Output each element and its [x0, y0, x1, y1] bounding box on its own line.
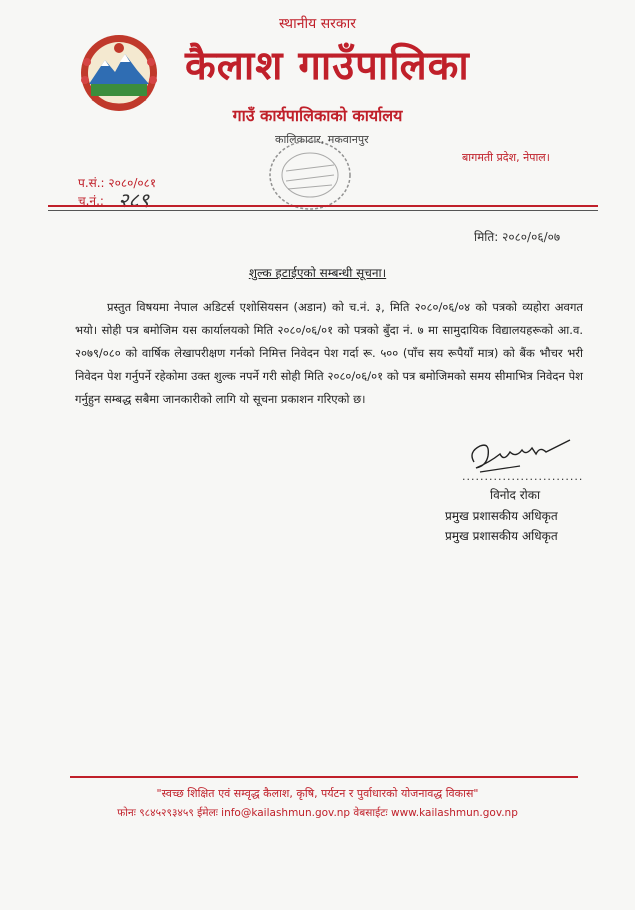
- signer-title: प्रमुख प्रशासकीय अधिकृत: [445, 509, 558, 523]
- signature-line: ...........................: [462, 470, 584, 483]
- footer-contact: फोनः ९८४५२९३४५९ ईमेलः info@kailashmun.gov.np वेबसाईटः www.kailashmun.gov.np: [117, 807, 518, 819]
- letter-date: मिति: २०८०/०६/०७: [474, 230, 561, 244]
- signer-title-handwritten: प्रमुख प्रशासकीय अधिकृत: [445, 529, 558, 543]
- header-divider: [48, 205, 598, 207]
- office-address: कालिकाटार, मकवानपुर: [275, 133, 369, 146]
- footer-divider: [70, 776, 578, 778]
- office-name: गाउँ कार्यपालिकाको कार्यालय: [232, 106, 403, 125]
- footer-slogan: "स्वच्छ शिक्षित एवं सम्वृद्ध कैलाश, कृषि, पर्यटन र पुर्वाधारको योजनावद्ध विकास": [156, 787, 479, 800]
- header-kicker: स्थानीय सरकार: [279, 16, 356, 32]
- office-stamp-icon: [264, 135, 356, 215]
- municipality-title: कैलाश गाउँपालिका: [185, 43, 470, 89]
- notice-body: प्रस्तुत विषयमा नेपाल अडिटर्स एशोसियसन (अडान) को च.नं. ३, मिति २०८०/०६/०४ को पत्रको व्यहोरा अवगत भयो। सोही पत्र बमोजिम यस कार्यालयको मिति २०८०/०६/०१ को पत्रको बुँदा नं. ७ मा सामुदायिक विद्यालयहरूको आ.व. २०७९/०८० को वार्षिक लेखापरीक्षण गर्नको निमित्त निवेदन पेश गर्दा रू. ५०० (पाँच सय रूपैयाँ मात्र) को बैंक भौचर भरी निवेदन पेश गर्नुपर्ने रहेकोमा उक्त शुल्क नपर्ने गरी सोही मिति २०८०/०६/०१ को पत्र बमोजिमको समय सीमाभित्र निवेदन पेश गर्नुहुन सम्बद्ध सबैमा जानकारीको लागि यो सूचना प्रकाशन गरिएको छ।: [75, 300, 583, 406]
- dispatch-number: २८९: [118, 188, 150, 212]
- dispatch-label: च.नं.:: [78, 194, 104, 208]
- header-divider-thin: [48, 210, 598, 211]
- nepal-emblem-icon: [75, 32, 163, 114]
- signer-name: विनोद रोका: [490, 488, 541, 502]
- province-label: बागमती प्रदेश, नेपाल।: [462, 151, 550, 164]
- notice-subject: शुल्क हटाईएको सम्बन्धी सूचना।: [248, 266, 387, 280]
- letter-reference: प.सं.: २०८०/०८१: [78, 176, 157, 190]
